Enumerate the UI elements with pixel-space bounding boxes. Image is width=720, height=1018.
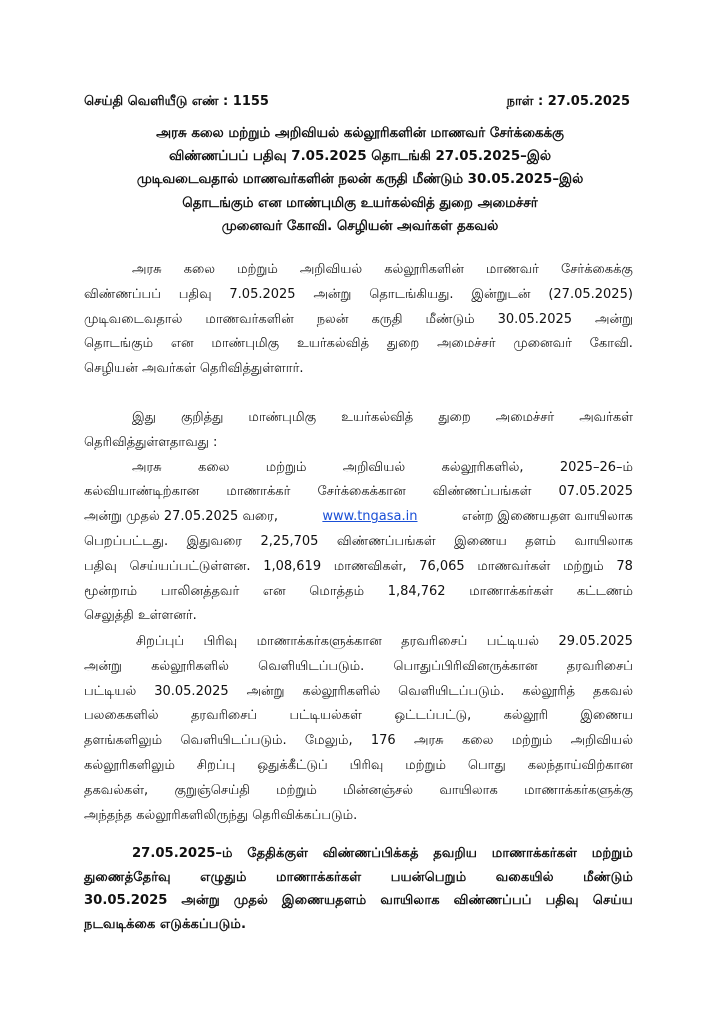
text-line: பட்டியல் 30.05.2025 அன்று கல்லூரிகளில் வெளியிடப்படும். கல்லூரித் தகவல் <box>84 683 633 699</box>
release-number: செய்தி வெளியீடு எண் : 1155 <box>84 94 269 109</box>
text-line: செலுத்தி உள்ளனர். <box>84 608 197 624</box>
text-line: தொடங்கும் என மாண்புமிகு உயர்கல்வித் துறை அமைச்சர் முனைவர் கோவி. <box>84 336 633 352</box>
paragraph-1 <box>84 258 633 382</box>
press-release-title <box>80 122 640 238</box>
text-line: தகவல்கள், குறுஞ்செய்தி மற்றும் மின்னஞ்சல் வாயிலாக மாணாக்கர்களுக்கு <box>84 782 633 798</box>
paragraph-3 <box>84 630 633 828</box>
text-line: 27.05.2025–ம் தேதிக்குள் விண்ணப்பிக்கத் தவறிய மாணாக்கர்கள் மற்றும் <box>132 846 633 861</box>
text-line: தெரிவித்துள்ளதாவது : <box>84 434 218 450</box>
text-segment: என்ற இணையதள வாயிலாக <box>461 509 633 525</box>
text-line: செழியன் அவர்கள் தெரிவித்துள்ளார். <box>84 361 304 377</box>
text-line: பலகைகளில் தரவரிசைப் பட்டியல்கள் ஒட்டப்பட்டு, கல்லூரி இணைய <box>84 708 633 724</box>
text-line: அன்று கல்லூரிகளில் வெளியிடப்படும். பொதுப்பிரிவினருக்கான தரவரிசைப் <box>84 658 633 674</box>
title-line: தொடங்கும் என மாண்புமிகு உயர்கல்வித் துறை அமைச்சர் <box>182 195 538 211</box>
text-line: இது குறித்து மாண்புமிகு உயர்கல்வித் துறை அமைச்சர் அவர்கள் <box>132 410 633 425</box>
text-line: மூன்றாம் பாலினத்தவர் என மொத்தம் 1,84,762 மாணாக்கர்கள் கட்டணம் <box>84 583 633 599</box>
text-line: நடவடிக்கை எடுக்கப்படும். <box>84 916 246 932</box>
title-line: முனைவர் கோவி. செழியன் அவர்கள் தகவல் <box>221 218 499 234</box>
text-line: அரசு கலை மற்றும் அறிவியல் கல்லூரிகளில், 2025–26–ம் <box>132 459 633 475</box>
paragraph-2 <box>84 406 633 629</box>
release-date: நாள் : 27.05.2025 <box>506 94 630 109</box>
text-line: 30.05.2025 அன்று முதல் இணையதளம் வாயிலாக விண்ணப்பப் பதிவு செய்ய <box>84 893 633 909</box>
text-line: கல்வியாண்டிற்கான மாணாக்கர் சேர்க்கைக்கான விண்ணப்பங்கள் 07.05.2025 <box>84 484 633 500</box>
text-line: தளங்களிலும் வெளியிடப்படும். மேலும், 176 அரசு கலை மற்றும் அறிவியல் <box>84 733 633 749</box>
text-line: முடிவடைவதால் மாணவர்களின் நலன் கருதி மீண்டும் 30.05.2025 அன்று <box>84 311 633 327</box>
text-line: கல்லூரிகளிலும் சிறப்பு ஒதுக்கீட்டுப் பிரிவு மற்றும் பொது கலந்தாய்விற்கான <box>84 757 633 773</box>
text-line: விண்ணப்பப் பதிவு 7.05.2025 அன்று தொடங்கியது. இன்றுடன் (27.05.2025) <box>84 286 633 302</box>
text-line: அந்தந்த கல்லூரிகளிலிருந்து தெரிவிக்கப்படும். <box>84 807 358 823</box>
text-line: அரசு கலை மற்றும் அறிவியல் கல்லூரிகளின் மாணவர் சேர்க்கைக்கு <box>132 262 633 277</box>
header-row <box>84 94 630 110</box>
text-line-with-link <box>84 505 633 530</box>
title-line: விண்ணப்பப் பதிவு 7.05.2025 தொடங்கி 27.05.2025–இல் <box>168 149 552 165</box>
paragraph-4 <box>84 842 633 936</box>
text-segment: அன்று முதல் 27.05.2025 வரை, <box>84 509 279 525</box>
text-line: பதிவு செய்யப்பட்டுள்ளன. 1,08,619 மாணவிகள், 76,065 மாணவர்கள் மற்றும் 78 <box>84 558 633 574</box>
title-line: முடிவடைவதால் மாணவர்களின் நலன் கருதி மீண்டும் 30.05.2025–இல் <box>136 172 584 188</box>
text-line: பெறப்பட்டது. இதுவரை 2,25,705 விண்ணப்பங்கள் இணைய தளம் வாயிலாக <box>84 533 633 549</box>
text-line: சிறப்புப் பிரிவு மாணாக்கர்களுக்கான தரவரிசைப் பட்டியல் 29.05.2025 <box>136 634 633 649</box>
text-line: துணைத்தேர்வு எழுதும் மாணாக்கர்கள் பயன்பெறும் வகையில் மீண்டும் <box>84 869 633 885</box>
tngasa-website-link[interactable]: www.tngasa.in <box>322 509 418 525</box>
title-line: அரசு கலை மற்றும் அறிவியல் கல்லூரிகளின் மாணவர் சேர்க்கைக்கு <box>156 126 564 141</box>
